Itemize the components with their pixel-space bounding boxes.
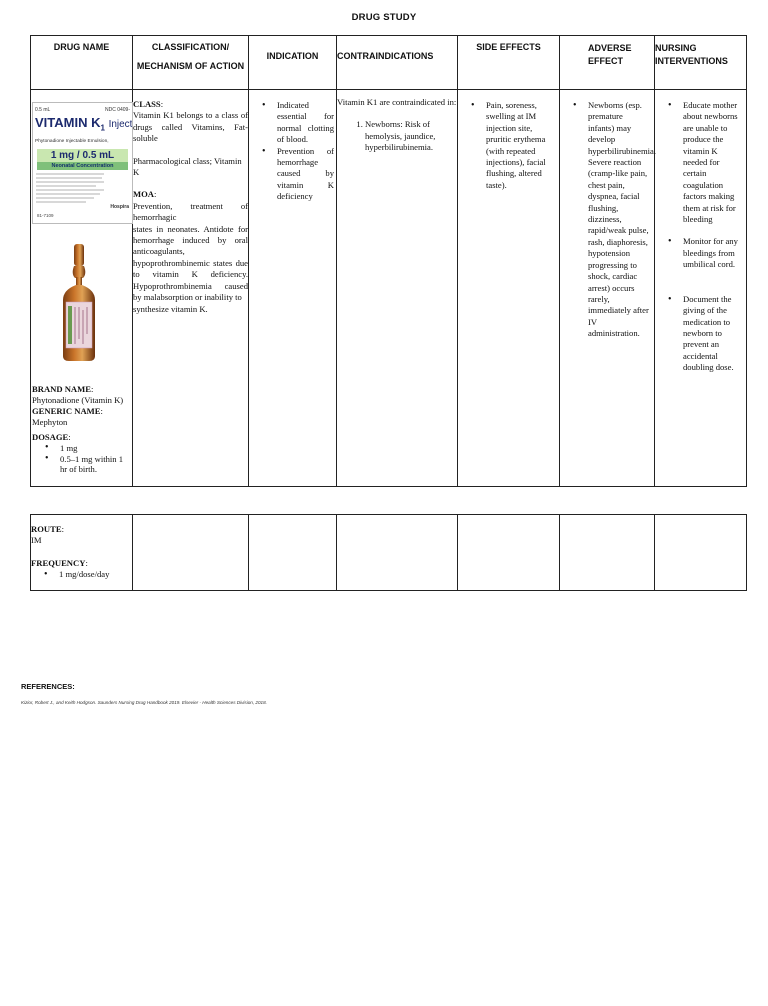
dosage-item: • 0.5–1 mg within 1 hr of birth. bbox=[60, 454, 132, 475]
drug-study-table bbox=[30, 35, 747, 487]
indication-item: • Prevention of hemorrhage caused by vitamin K deficiency bbox=[277, 146, 334, 203]
header-drug-name: DRUG NAME bbox=[31, 36, 133, 90]
generic-name-label: GENERIC NAME bbox=[32, 406, 101, 417]
empty-cell bbox=[458, 515, 560, 591]
route-label: ROUTE bbox=[31, 524, 62, 534]
header-classification: CLASSIFICATION/ MECHANISM OF ACTION bbox=[133, 36, 249, 90]
label-ndc: NDC 0409- bbox=[104, 107, 130, 113]
header-side-effects: SIDE EFFECTS bbox=[458, 36, 560, 90]
side-effect-item: • Pain, soreness, swelling at IM injection site, pruritic erythema (with repeated injections), facial flushing, altered taste). bbox=[486, 100, 557, 191]
drug-name-cell bbox=[31, 90, 133, 487]
nursing-item: • Monitor for any bleedings from umbilical cord. bbox=[683, 236, 744, 270]
empty-cell bbox=[655, 515, 747, 591]
contraindication-item: 1. Newborns: Risk of hemolysis, jaundice, hyperbilirubinemia. bbox=[365, 119, 457, 153]
route-frequency-table bbox=[30, 514, 747, 591]
classification-cell: CLASS: Vitamin K1 belongs to a class of drugs called Vitamins, Fat-soluble Pharmacological class; Vitamin K MOA: Prevention, treatment of hemorrhagic states in neonates. Antidote for hemorrhage induced by oral anticoagulants, hypoprothrombinemic states due to vitamin K deficiency. Hypoprothrombinemia caused by malabsorption or inability to synthesize vitamin K. bbox=[133, 90, 249, 487]
frequency-label: FREQUENCY bbox=[31, 557, 86, 568]
header-nursing-interventions: NURSING INTERVENTIONS bbox=[655, 36, 747, 90]
moa-text-3: synthesize vitamin K. bbox=[133, 303, 208, 314]
moa-label: MOA bbox=[133, 189, 155, 200]
brand-name-label: BRAND NAME bbox=[32, 384, 91, 394]
nursing-item: • Document the giving of the medication to newborn to prevent an accidental doubling dose. bbox=[683, 294, 744, 374]
nursing-interventions-cell bbox=[655, 90, 747, 487]
references-heading: REFERENCES: bbox=[21, 682, 75, 691]
empty-cell bbox=[249, 515, 337, 591]
drug-label-image bbox=[32, 102, 133, 224]
adverse-effect-cell bbox=[560, 90, 655, 487]
label-volume: 0.5 mL bbox=[35, 107, 51, 113]
nursing-item: • Educate mother about newborns are unable to produce the vitamin K needed for certain coagulation factors making them at risk for bleeding bbox=[683, 100, 744, 225]
label-dose: 1 mg / 0.5 mL bbox=[37, 149, 128, 162]
header-row bbox=[31, 36, 747, 90]
route-value: IM bbox=[31, 535, 42, 546]
empty-cell bbox=[133, 515, 249, 591]
content-row bbox=[31, 90, 747, 487]
side-effects-cell bbox=[458, 90, 560, 487]
label-subtitle: Phytonadione Injectable Emulsion, bbox=[35, 139, 109, 144]
class-text: Vitamin K1 belongs to a class of drugs called Vitamins, Fat-soluble bbox=[133, 110, 248, 144]
ampoule-image bbox=[55, 244, 103, 362]
indication-cell bbox=[249, 90, 337, 487]
label-drug-name: VITAMIN $K_1$ Inject bbox=[35, 115, 133, 133]
contraindications-intro: Vitamin K1 are contraindicated in: bbox=[337, 97, 457, 107]
hospira-logo: Hospira bbox=[110, 203, 129, 210]
pharm-class-text: Pharmacological class; Vitamin K bbox=[133, 155, 242, 178]
route-frequency-cell: ROUTE: IM FREQUENCY: • 1 mg/dose/day bbox=[31, 515, 133, 591]
class-label: CLASS bbox=[133, 99, 161, 109]
page-title: DRUG STUDY bbox=[351, 12, 417, 23]
label-lot: 81-7109 bbox=[37, 212, 54, 218]
header-adverse-effect: ADVERSE EFFECT bbox=[560, 36, 655, 90]
indication-item: • Indicated essential for normal clotting of blood. bbox=[277, 100, 334, 146]
moa-text-2: states in neonates. Antidote for hemorrhage induced by oral anticoagulants, hypoprothrombinemic states due to vitamin K deficiency. Hypoprothrombinemia caused by malabsorption or inability to bbox=[133, 223, 248, 303]
header-contraindications: CONTRAINDICATIONS bbox=[337, 36, 458, 90]
header-indication: INDICATION bbox=[249, 36, 337, 90]
moa-text-1: Prevention, treatment of hemorrhagic bbox=[133, 200, 248, 223]
empty-cell bbox=[337, 515, 458, 591]
brand-name-value: Phytonadione (Vitamin K) bbox=[32, 394, 124, 405]
contraindications-cell bbox=[337, 90, 458, 487]
drug-info-block: BRAND NAME: Phytonadione (Vitamin K) GENERIC NAME: Mephyton DOSAGE: • 1 mg • 0.5–1 mg within 1 hr of birth. bbox=[31, 384, 132, 475]
dosage-item: • 1 mg bbox=[60, 443, 132, 454]
empty-cell bbox=[560, 515, 655, 591]
dosage-label: DOSAGE bbox=[32, 432, 69, 443]
label-concentration: Neonatal Concentration bbox=[37, 162, 128, 170]
generic-name-value: Mephyton bbox=[32, 416, 68, 427]
fine-print-lines bbox=[36, 172, 106, 208]
references-text: Kizior, Robert J., and Keith Hodgson. Saunders Nursing Drug Handbook 2019. Elsevier - Health Sciences Division, 2018. bbox=[21, 700, 267, 705]
frequency-item: • 1 mg/dose/day bbox=[59, 569, 132, 580]
adverse-effect-item: • Newborns (esp. premature infants) may develop hyperbilirubinemia. Severe reaction (cramp-like pain, chest pain, dyspnea, facial flushing, dizziness, rapid/weak pulse, rash, diaphoresis, hypotension progressing to shock, cardiac arrest) occurs rarely, immediately after IV administration. bbox=[588, 100, 650, 340]
